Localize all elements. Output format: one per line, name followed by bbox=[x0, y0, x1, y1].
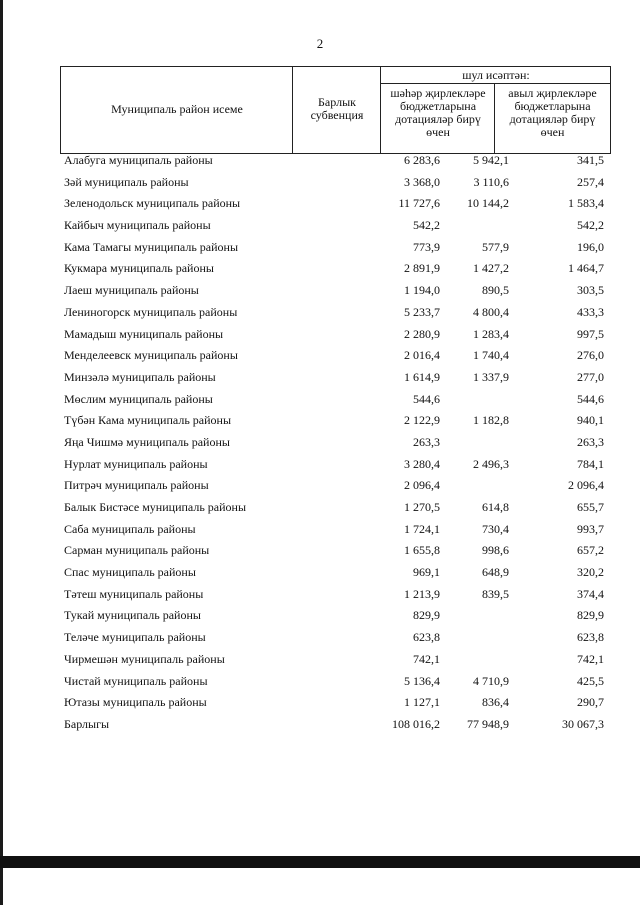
row-rural: 1 583,4 bbox=[568, 196, 604, 211]
row-name: Тукай муниципаль районы bbox=[64, 608, 201, 623]
table-row bbox=[62, 693, 606, 715]
row-name: Кайбыч муниципаль районы bbox=[64, 218, 211, 233]
row-rural: 303,5 bbox=[577, 283, 604, 298]
row-total: 2 122,9 bbox=[404, 413, 440, 428]
row-city: 1 283,4 bbox=[473, 326, 509, 341]
row-city: 836,4 bbox=[482, 695, 509, 710]
table-row bbox=[62, 303, 606, 325]
table-row-total bbox=[62, 715, 606, 737]
table-row bbox=[62, 151, 606, 173]
row-total: 1 194,0 bbox=[404, 283, 440, 298]
scan-left-edge bbox=[0, 0, 3, 905]
table-row bbox=[62, 672, 606, 694]
row-total: 108 016,2 bbox=[392, 716, 440, 731]
table-row bbox=[62, 433, 606, 455]
table-row bbox=[62, 650, 606, 672]
row-total: 3 280,4 bbox=[404, 456, 440, 471]
row-city: 1 740,4 bbox=[473, 348, 509, 363]
row-total: 969,1 bbox=[413, 565, 440, 580]
table-row bbox=[62, 455, 606, 477]
row-name: Ютазы муниципаль районы bbox=[64, 695, 207, 710]
row-name: Саба муниципаль районы bbox=[64, 521, 196, 536]
row-rural: 542,2 bbox=[577, 218, 604, 233]
page-number: 2 bbox=[316, 36, 324, 51]
row-city: 730,4 bbox=[482, 521, 509, 536]
row-total: 5 233,7 bbox=[404, 304, 440, 319]
row-city: 998,6 bbox=[482, 543, 509, 558]
table-row bbox=[62, 325, 606, 347]
table-row bbox=[62, 216, 606, 238]
row-name: Чистай муниципаль районы bbox=[64, 673, 208, 688]
row-name: Питрәч муниципаль районы bbox=[64, 478, 209, 493]
header-col-rural: авыл җирлекләре бюджетларына дотацияләр бирү өчен bbox=[508, 86, 597, 139]
row-rural: 1 464,7 bbox=[568, 261, 604, 276]
table-row bbox=[62, 563, 606, 585]
row-city: 890,5 bbox=[482, 283, 509, 298]
table-row bbox=[62, 173, 606, 195]
row-rural: 993,7 bbox=[577, 521, 604, 536]
row-rural: 433,3 bbox=[577, 304, 604, 319]
row-name: Тәтеш муниципаль районы bbox=[64, 586, 204, 601]
row-total: 742,1 bbox=[413, 651, 440, 666]
row-rural: 784,1 bbox=[577, 456, 604, 471]
row-name: Кукмара муниципаль районы bbox=[64, 261, 214, 276]
table-header bbox=[60, 66, 611, 154]
row-name: Алабуга муниципаль районы bbox=[64, 153, 213, 167]
row-city: 5 942,1 bbox=[473, 153, 509, 167]
row-total: 6 283,6 bbox=[404, 153, 440, 167]
row-city: 839,5 bbox=[482, 586, 509, 601]
row-city: 77 948,9 bbox=[467, 716, 509, 731]
header-divider-total bbox=[380, 66, 381, 154]
row-rural: 742,1 bbox=[577, 651, 604, 666]
header-right-border bbox=[610, 66, 611, 154]
row-name: Минзәлә муниципаль районы bbox=[64, 369, 216, 384]
row-total: 1 724,1 bbox=[404, 521, 440, 536]
row-city: 10 144,2 bbox=[467, 196, 509, 211]
row-rural: 277,0 bbox=[577, 369, 604, 384]
row-rural: 829,9 bbox=[577, 608, 604, 623]
row-name: Чирмешән муниципаль районы bbox=[64, 651, 225, 666]
row-name: Сарман муниципаль районы bbox=[64, 543, 210, 558]
row-name: Түбән Кама муниципаль районы bbox=[64, 413, 232, 428]
row-total: 3 368,0 bbox=[404, 174, 440, 189]
row-name: Спас муниципаль районы bbox=[64, 565, 196, 580]
row-rural: 655,7 bbox=[577, 500, 604, 514]
table-row bbox=[62, 368, 606, 390]
row-rural: 196,0 bbox=[577, 239, 604, 254]
row-name: Зеленодольск муниципаль районы bbox=[64, 196, 241, 211]
row-name: Яңа Чишмә муниципаль районы bbox=[64, 434, 230, 449]
row-name: Барлыгы bbox=[64, 716, 110, 731]
row-rural: 263,3 bbox=[577, 434, 604, 449]
row-rural: 657,2 bbox=[577, 543, 604, 558]
row-rural: 374,4 bbox=[577, 586, 604, 601]
row-name: Теләче муниципаль районы bbox=[64, 630, 206, 645]
table-row bbox=[62, 585, 606, 607]
row-rural: 320,2 bbox=[577, 565, 604, 580]
table-row bbox=[62, 476, 606, 498]
row-name: Лаеш муниципаль районы bbox=[64, 283, 199, 298]
row-name: Кама Тамагы муниципаль районы bbox=[64, 239, 239, 254]
table-row bbox=[62, 194, 606, 216]
row-name: Зәй муниципаль районы bbox=[64, 174, 189, 189]
header-col-total: Барлык субвенция bbox=[310, 95, 364, 122]
row-total: 263,3 bbox=[413, 434, 440, 449]
row-name: Нурлат муниципаль районы bbox=[64, 456, 208, 471]
group-divider bbox=[380, 83, 611, 84]
row-rural: 940,1 bbox=[577, 413, 604, 428]
scan-bottom-bar bbox=[0, 856, 640, 868]
row-city: 2 496,3 bbox=[473, 456, 509, 471]
row-city: 3 110,6 bbox=[473, 174, 509, 189]
row-rural: 276,0 bbox=[577, 348, 604, 363]
row-total: 623,8 bbox=[413, 630, 440, 645]
row-rural: 30 067,3 bbox=[562, 716, 604, 731]
row-total: 1 127,1 bbox=[404, 695, 440, 710]
row-total: 2 891,9 bbox=[404, 261, 440, 276]
table-row bbox=[62, 628, 606, 650]
table-row bbox=[62, 346, 606, 368]
header-col-city: шәһәр җирлекләре бюджетларына дотацияләр бирү өчен bbox=[390, 86, 486, 139]
row-total: 773,9 bbox=[413, 239, 440, 254]
header-divider-name bbox=[292, 66, 293, 154]
row-total: 2 096,4 bbox=[404, 478, 440, 493]
row-city: 1 182,8 bbox=[473, 413, 509, 428]
row-rural: 290,7 bbox=[577, 695, 604, 710]
row-city: 4 710,9 bbox=[473, 673, 509, 688]
row-rural: 341,5 bbox=[577, 153, 604, 167]
row-rural: 257,4 bbox=[577, 174, 604, 189]
row-total: 544,6 bbox=[413, 391, 440, 406]
row-name: Менделеевск муниципаль районы bbox=[64, 348, 238, 363]
row-total: 829,9 bbox=[413, 608, 440, 623]
row-rural: 544,6 bbox=[577, 391, 604, 406]
row-rural: 997,5 bbox=[577, 326, 604, 341]
table-row bbox=[62, 498, 606, 520]
row-total: 5 136,4 bbox=[404, 673, 440, 688]
table-row bbox=[62, 520, 606, 542]
row-total: 542,2 bbox=[413, 218, 440, 233]
header-top-border bbox=[60, 66, 611, 67]
row-name: Мамадыш муниципаль районы bbox=[64, 326, 224, 341]
row-rural: 2 096,4 bbox=[568, 478, 604, 493]
row-rural: 425,5 bbox=[577, 673, 604, 688]
table-body bbox=[62, 151, 606, 737]
table-row bbox=[62, 238, 606, 260]
row-name: Лениногорск муниципаль районы bbox=[64, 304, 238, 319]
row-rural: 623,8 bbox=[577, 630, 604, 645]
row-total: 2 016,4 bbox=[404, 348, 440, 363]
row-city: 577,9 bbox=[482, 239, 509, 254]
table-row bbox=[62, 606, 606, 628]
row-city: 4 800,4 bbox=[473, 304, 509, 319]
header-left-border bbox=[60, 66, 61, 154]
row-total: 1 213,9 bbox=[404, 586, 440, 601]
row-total: 1 270,5 bbox=[404, 500, 440, 514]
row-name: Мөслим муниципаль районы bbox=[64, 391, 213, 406]
row-total: 11 727,6 bbox=[398, 196, 440, 211]
row-city: 648,9 bbox=[482, 565, 509, 580]
table-row bbox=[62, 281, 606, 303]
row-city: 1 427,2 bbox=[473, 261, 509, 276]
header-col-name: Муниципаль район исеме bbox=[111, 102, 243, 116]
header-divider-city bbox=[494, 83, 495, 154]
row-total: 2 280,9 bbox=[404, 326, 440, 341]
row-city: 1 337,9 bbox=[473, 369, 509, 384]
row-city: 614,8 bbox=[482, 500, 509, 514]
row-total: 1 614,9 bbox=[404, 369, 440, 384]
table-row bbox=[62, 259, 606, 281]
table-row bbox=[62, 390, 606, 412]
row-total: 1 655,8 bbox=[404, 543, 440, 558]
header-group-label: шул исәптән: bbox=[462, 68, 530, 82]
table-row bbox=[62, 411, 606, 433]
table-row bbox=[62, 541, 606, 563]
row-name: Балык Бистәсе муниципаль районы bbox=[64, 500, 247, 514]
